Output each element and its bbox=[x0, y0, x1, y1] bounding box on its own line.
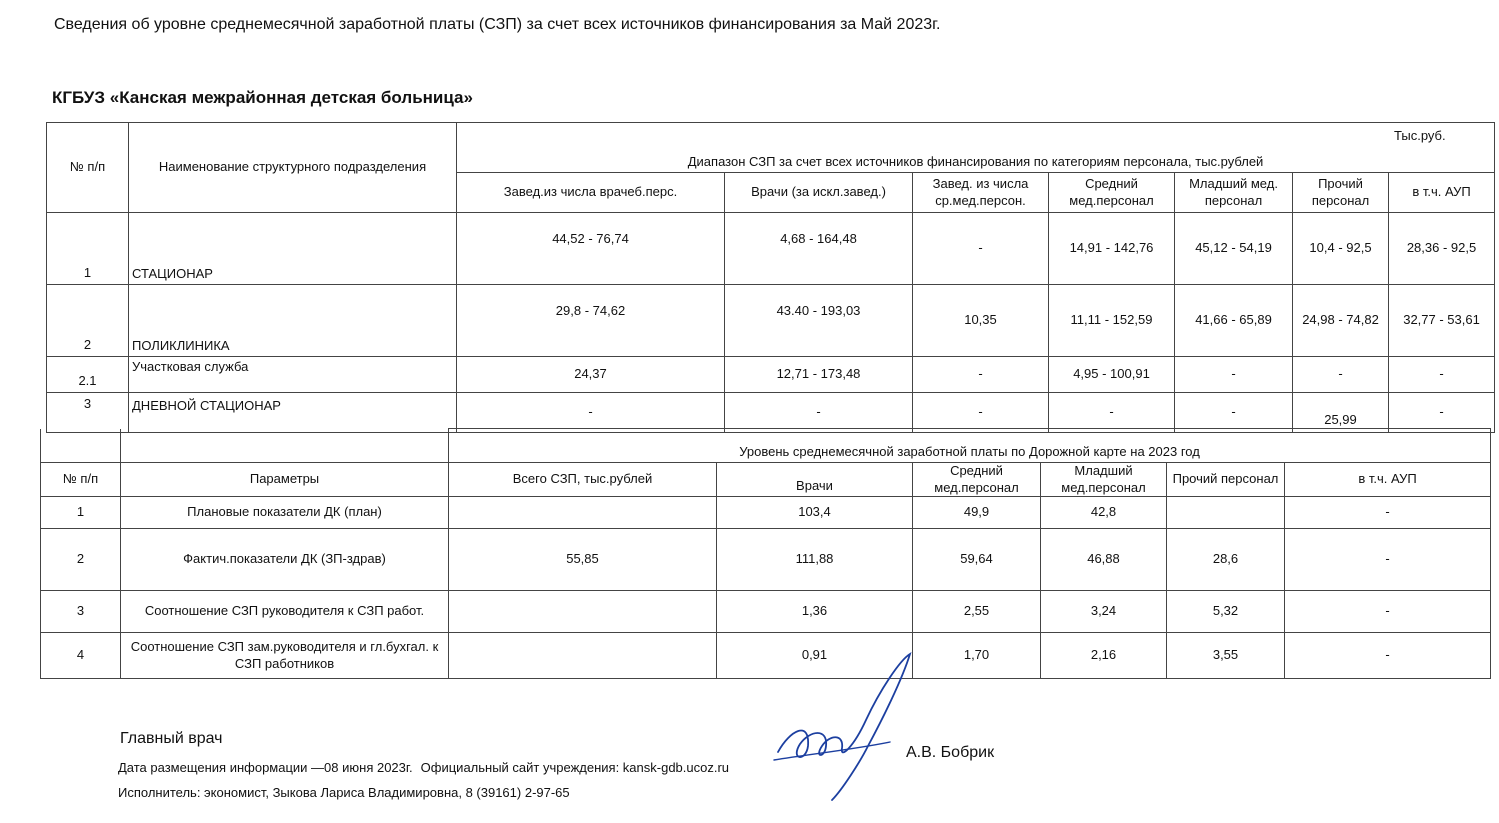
col-header: Младший мед. персонал bbox=[1175, 173, 1293, 213]
cell-value: - bbox=[725, 393, 913, 433]
row-num: 1 bbox=[47, 213, 129, 285]
row-num: 1 bbox=[41, 497, 121, 529]
cell-value bbox=[449, 497, 717, 529]
cell-value: 43.40 - 193,03 bbox=[725, 285, 913, 357]
cell-value: 41,66 - 65,89 bbox=[1175, 285, 1293, 357]
unit-label: Тыс.руб. bbox=[1394, 128, 1446, 143]
table-row bbox=[47, 213, 1495, 285]
blank-cell bbox=[121, 429, 449, 463]
road-map-group-header: Уровень среднемесячной заработной платы по Дорожной карте на 2023 год bbox=[449, 429, 1491, 463]
row-name: Участковая служба bbox=[129, 357, 457, 393]
cell-value bbox=[1167, 497, 1285, 529]
cell-value: - bbox=[457, 393, 725, 433]
official-site: Официальный сайт учреждения: kansk-gdb.ucoz.ru bbox=[420, 760, 730, 775]
col-num-header: № п/п bbox=[47, 123, 129, 213]
col-header: Средний мед.персонал bbox=[913, 463, 1041, 497]
cell-value: 11,11 - 152,59 bbox=[1049, 285, 1175, 357]
col-header: Завед. из числа ср.мед.персон. bbox=[913, 173, 1049, 213]
cell-value: 10,35 bbox=[913, 285, 1049, 357]
row-param: Соотношение СЗП руководителя к СЗП работ. bbox=[121, 591, 449, 633]
col-header: в т.ч. АУП bbox=[1389, 173, 1495, 213]
cell-value: 14,91 - 142,76 bbox=[1049, 213, 1175, 285]
road-map-table bbox=[40, 428, 1491, 679]
col-header: Младший мед.персонал bbox=[1041, 463, 1167, 497]
chief-name: А.В. Бобрик bbox=[906, 744, 995, 761]
col-header: Прочий персонал bbox=[1167, 463, 1285, 497]
cell-value: 2,55 bbox=[913, 591, 1041, 633]
row-name: ДНЕВНОЙ СТАЦИОНАР bbox=[129, 393, 457, 433]
cell-value: 44,52 - 76,74 bbox=[457, 213, 725, 285]
cell-value: 59,64 bbox=[913, 529, 1041, 591]
col-param-header: Параметры bbox=[121, 463, 449, 497]
cell-value: 103,4 bbox=[717, 497, 913, 529]
cell-value: 12,71 - 173,48 bbox=[725, 357, 913, 393]
publish-info bbox=[118, 760, 737, 775]
organization-title: КГБУЗ «Канская межрайонная детская больница» bbox=[52, 88, 473, 107]
cell-value: 4,95 - 100,91 bbox=[1049, 357, 1175, 393]
col-header: Всего СЗП, тыс.рублей bbox=[449, 463, 717, 497]
cell-value: - bbox=[913, 393, 1049, 433]
salary-range-table bbox=[46, 122, 1495, 433]
cell-value: - bbox=[1285, 497, 1491, 529]
publish-date: Дата размещения информации —08 июня 2023г. bbox=[118, 760, 413, 775]
cell-value: 46,88 bbox=[1041, 529, 1167, 591]
cell-value: 0,91 bbox=[717, 633, 913, 679]
cell-value: - bbox=[1175, 357, 1293, 393]
table-row bbox=[41, 529, 1491, 591]
cell-value: 1,36 bbox=[717, 591, 913, 633]
cell-value: 4,68 - 164,48 bbox=[725, 213, 913, 285]
cell-value: 45,12 - 54,19 bbox=[1175, 213, 1293, 285]
blank-cell bbox=[41, 429, 121, 463]
cell-value: 25,99 bbox=[1293, 393, 1389, 433]
cell-value bbox=[449, 633, 717, 679]
page-title: Сведения об уровне среднемесячной заработной платы (СЗП) за счет всех источников финансирования за Май 2023г. bbox=[54, 16, 941, 33]
row-num: 3 bbox=[47, 393, 129, 433]
chief-position: Главный врач bbox=[120, 730, 223, 747]
cell-value: 29,8 - 74,62 bbox=[457, 285, 725, 357]
table-row bbox=[41, 633, 1491, 679]
cell-value: 24,98 - 74,82 bbox=[1293, 285, 1389, 357]
signature-icon bbox=[770, 650, 930, 810]
cell-value: - bbox=[913, 213, 1049, 285]
cell-value: 10,4 - 92,5 bbox=[1293, 213, 1389, 285]
cell-value: - bbox=[1293, 357, 1389, 393]
executor-info: Исполнитель: экономист, Зыкова Лариса Владимировна, 8 (39161) 2-97-65 bbox=[118, 785, 570, 800]
cell-value: - bbox=[1285, 633, 1491, 679]
col-header: Прочий персонал bbox=[1293, 173, 1389, 213]
cell-value: - bbox=[1049, 393, 1175, 433]
cell-value: 49,9 bbox=[913, 497, 1041, 529]
row-num: 2.1 bbox=[47, 357, 129, 393]
table-row bbox=[47, 393, 1495, 433]
col-num-header: № п/п bbox=[41, 463, 121, 497]
cell-value: 55,85 bbox=[449, 529, 717, 591]
cell-value: - bbox=[1285, 591, 1491, 633]
col-header: Врачи bbox=[717, 463, 913, 497]
table-row bbox=[41, 591, 1491, 633]
col-header: Завед.из числа врачеб.перс. bbox=[457, 173, 725, 213]
row-param: Плановые показатели ДК (план) bbox=[121, 497, 449, 529]
cell-value: - bbox=[1285, 529, 1491, 591]
row-name: СТАЦИОНАР bbox=[129, 213, 457, 285]
cell-value: 111,88 bbox=[717, 529, 913, 591]
row-num: 3 bbox=[41, 591, 121, 633]
row-num: 4 bbox=[41, 633, 121, 679]
cell-value: 3,24 bbox=[1041, 591, 1167, 633]
range-group-header: Диапазон СЗП за счет всех источников финансирования по категориям персонала, тыс.рублей bbox=[457, 123, 1495, 173]
row-name: ПОЛИКЛИНИКА bbox=[129, 285, 457, 357]
cell-value: - bbox=[913, 357, 1049, 393]
col-header: Врачи (за искл.завед.) bbox=[725, 173, 913, 213]
cell-value: 1,70 bbox=[913, 633, 1041, 679]
cell-value: 32,77 - 53,61 bbox=[1389, 285, 1495, 357]
table-row bbox=[47, 285, 1495, 357]
row-param: Фактич.показатели ДК (ЗП-здрав) bbox=[121, 529, 449, 591]
cell-value: 42,8 bbox=[1041, 497, 1167, 529]
row-num: 2 bbox=[47, 285, 129, 357]
cell-value: 3,55 bbox=[1167, 633, 1285, 679]
table-row bbox=[47, 357, 1495, 393]
cell-value: 5,32 bbox=[1167, 591, 1285, 633]
cell-value: - bbox=[1389, 357, 1495, 393]
row-param: Соотношение СЗП зам.руководителя и гл.бухгал. к СЗП работников bbox=[121, 633, 449, 679]
cell-value: 24,37 bbox=[457, 357, 725, 393]
table-row bbox=[41, 497, 1491, 529]
cell-value: 28,36 - 92,5 bbox=[1389, 213, 1495, 285]
cell-value: - bbox=[1389, 393, 1495, 433]
col-header: Средний мед.персонал bbox=[1049, 173, 1175, 213]
col-header: в т.ч. АУП bbox=[1285, 463, 1491, 497]
cell-value: 28,6 bbox=[1167, 529, 1285, 591]
cell-value: - bbox=[1175, 393, 1293, 433]
col-name-header: Наименование структурного подразделения bbox=[129, 123, 457, 213]
cell-value: 2,16 bbox=[1041, 633, 1167, 679]
cell-value bbox=[449, 591, 717, 633]
row-num: 2 bbox=[41, 529, 121, 591]
